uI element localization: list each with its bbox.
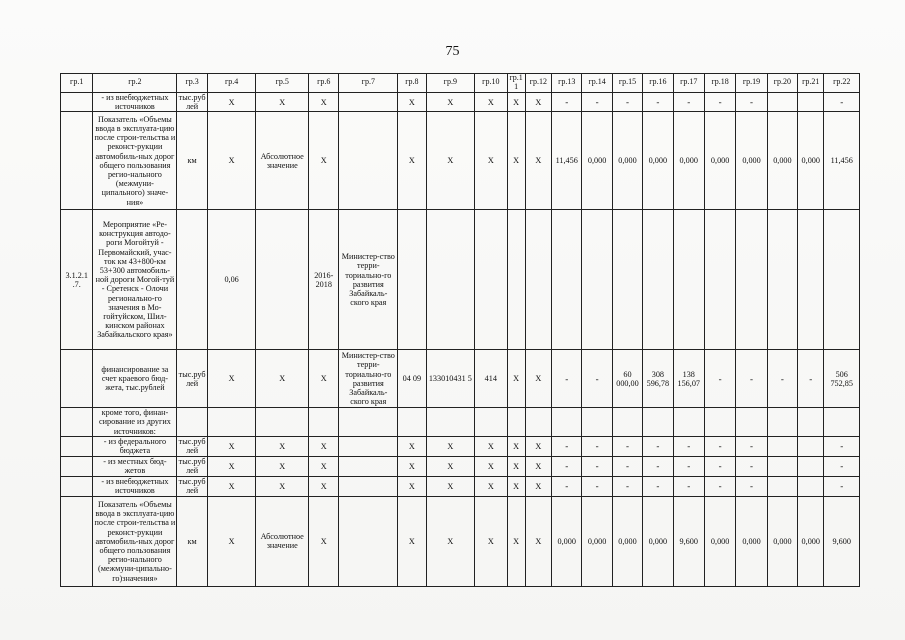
table-cell: [582, 210, 612, 350]
column-header: гр.21: [798, 74, 824, 93]
table-cell: [61, 456, 93, 476]
table-cell: 2016-2018: [309, 210, 339, 350]
table-cell: Х: [398, 476, 426, 496]
table-cell: Х: [256, 350, 309, 408]
table-cell: -: [582, 350, 612, 408]
table-cell: Абсолютное значение: [256, 496, 309, 586]
table-row: [61, 476, 860, 496]
column-header: гр.2: [93, 74, 177, 93]
table-cell: Х: [507, 456, 525, 476]
table-cell: Х: [309, 476, 339, 496]
table-cell: Х: [207, 496, 256, 586]
table-cell: [552, 408, 582, 437]
table-cell: Х: [507, 476, 525, 496]
table-cell: -: [582, 476, 612, 496]
table-cell: [61, 408, 93, 437]
table-cell: Х: [309, 350, 339, 408]
table-cell: [61, 350, 93, 408]
table-cell: -: [552, 436, 582, 456]
table-cell: -: [704, 436, 735, 456]
table-cell: 0,000: [736, 496, 767, 586]
table-cell: [582, 408, 612, 437]
table-container: [60, 73, 860, 587]
table-cell: Х: [475, 92, 507, 111]
table-cell: Х: [207, 456, 256, 476]
table-cell: -: [612, 476, 642, 496]
table-cell: Х: [525, 476, 551, 496]
table-cell: Министер-ство терри-ториально-го развития Забайкаль-ского края: [339, 350, 398, 408]
table-cell: Х: [398, 92, 426, 111]
table-cell: [339, 456, 398, 476]
table-cell: Х: [207, 476, 256, 496]
column-header: гр.7: [339, 74, 398, 93]
table-row: [61, 112, 860, 210]
program-table: [60, 73, 860, 587]
table-cell: [339, 92, 398, 111]
table-cell: [552, 210, 582, 350]
table-cell: Х: [475, 476, 507, 496]
table-cell: -: [704, 92, 735, 111]
table-cell: 0,000: [704, 496, 735, 586]
column-header: гр.4: [207, 74, 256, 93]
table-cell: Х: [525, 456, 551, 476]
table-row: [61, 456, 860, 476]
column-header: гр.13: [552, 74, 582, 93]
table-cell: Х: [507, 112, 525, 210]
column-header: гр.16: [643, 74, 673, 93]
table-cell: -: [736, 350, 767, 408]
table-cell: 11,456: [552, 112, 582, 210]
table-cell: -: [736, 92, 767, 111]
table-cell: 138 156,07: [673, 350, 704, 408]
table-cell: 0,06: [207, 210, 256, 350]
table-cell: км: [177, 496, 207, 586]
row-description-cell: - из внебюджетных источников: [93, 92, 177, 111]
table-cell: 133010431 5: [426, 350, 475, 408]
table-cell: [736, 408, 767, 437]
table-row: [61, 436, 860, 456]
column-header: гр.19: [736, 74, 767, 93]
page-number: 75: [445, 44, 460, 59]
column-header: гр.22: [824, 74, 860, 93]
table-cell: -: [736, 456, 767, 476]
table-cell: -: [552, 476, 582, 496]
table-cell: 0,000: [643, 496, 673, 586]
table-cell: Х: [426, 92, 475, 111]
header-row: [61, 74, 860, 93]
row-description-cell: кроме того, финан-сирование из других источников:: [93, 408, 177, 437]
table-cell: [339, 112, 398, 210]
table-cell: Х: [426, 112, 475, 210]
table-cell: -: [736, 476, 767, 496]
table-cell: [736, 210, 767, 350]
row-description-cell: - из внебюджетных источников: [93, 476, 177, 496]
table-cell: [61, 92, 93, 111]
table-cell: -: [582, 456, 612, 476]
table-cell: Х: [525, 350, 551, 408]
table-cell: -: [824, 92, 860, 111]
table-cell: Х: [207, 350, 256, 408]
table-cell: -: [824, 456, 860, 476]
table-cell: -: [643, 476, 673, 496]
table-cell: 0,000: [582, 496, 612, 586]
table-cell: 0,000: [612, 112, 642, 210]
table-cell: Х: [398, 436, 426, 456]
table-cell: -: [824, 476, 860, 496]
table-cell: 0,000: [767, 112, 797, 210]
column-header: гр.9: [426, 74, 475, 93]
table-cell: [612, 408, 642, 437]
table-cell: [61, 112, 93, 210]
table-cell: Х: [256, 456, 309, 476]
table-body: [61, 92, 860, 586]
column-header: гр.12: [525, 74, 551, 93]
table-cell: [339, 436, 398, 456]
table-cell: -: [612, 92, 642, 111]
table-cell: 0,000: [736, 112, 767, 210]
table-cell: тыс.руб лей: [178, 92, 206, 112]
table-cell: [339, 476, 398, 496]
table-cell: Х: [507, 92, 525, 111]
table-cell: [525, 210, 551, 350]
table-cell: [256, 210, 309, 350]
table-cell: 0,000: [673, 112, 704, 210]
table-cell: 9,600: [824, 496, 860, 586]
table-cell: Министер-ство терри-ториально-го развития Забайкаль-ского края: [339, 210, 398, 350]
table-cell: [309, 408, 339, 437]
table-cell: Х: [426, 456, 475, 476]
table-cell: [798, 408, 824, 437]
table-cell: 9,600: [673, 496, 704, 586]
table-cell: Х: [309, 456, 339, 476]
table-cell: [643, 408, 673, 437]
table-cell: [798, 436, 824, 456]
table-cell: [767, 476, 797, 496]
row-description-cell: - из федерального бюджета: [93, 436, 177, 456]
table-cell: [507, 210, 525, 350]
table-cell: км: [177, 112, 207, 210]
row-description-cell: - из местных бюд-жетов: [93, 456, 177, 476]
table-cell: [475, 408, 507, 437]
table-cell: [767, 408, 797, 437]
table-cell: Х: [256, 436, 309, 456]
table-cell: [673, 210, 704, 350]
column-header: гр.1 1: [507, 74, 525, 93]
table-cell: [426, 408, 475, 437]
table-cell: [256, 408, 309, 437]
table-cell: [398, 210, 426, 350]
table-cell: -: [673, 92, 704, 111]
table-cell: -: [736, 436, 767, 456]
table-cell: -: [767, 350, 797, 408]
table-cell: Х: [207, 112, 256, 210]
table-cell: 414: [475, 350, 507, 408]
column-header: гр.3: [177, 74, 207, 93]
table-cell: Х: [309, 436, 339, 456]
column-header: гр.10: [475, 74, 507, 93]
table-cell: -: [612, 436, 642, 456]
table-cell: -: [643, 92, 673, 111]
table-cell: Х: [525, 496, 551, 586]
row-description-cell: финансирование за счет краевого бюд-жета, тыс.рублей: [93, 350, 177, 408]
table-cell: Х: [507, 350, 525, 408]
table-cell: Х: [309, 496, 339, 586]
table-cell: [798, 476, 824, 496]
table-cell: [824, 408, 860, 437]
table-cell: тыс.руб лей: [177, 350, 207, 408]
table-cell: [824, 210, 860, 350]
table-cell: [798, 456, 824, 476]
table-cell: тыс.руб лей: [178, 457, 206, 476]
table-cell: [507, 408, 525, 437]
table-cell: [207, 408, 256, 437]
table-cell: [426, 210, 475, 350]
table-cell: -: [582, 436, 612, 456]
table-cell: тыс.руб лей: [178, 477, 206, 496]
table-cell: -: [612, 456, 642, 476]
table-cell: [767, 210, 797, 350]
row-description-cell: Показатель «Объемы ввода в эксплуата-цию после строи-тельства и реконст-рукции автомобиль-ных дорог общего пользования регио-нального (межмуни-ципального) значе-ния»: [93, 112, 177, 210]
table-cell: -: [643, 456, 673, 476]
table-row: [61, 92, 860, 111]
table-cell: Х: [309, 112, 339, 210]
table-cell: Х: [475, 436, 507, 456]
table-cell: -: [673, 436, 704, 456]
row-description-cell: Мероприятие «Ре-конструкция автодо-роги Могойтуй - Первомайский, учас-ток км 43+800-км 53+300 автомобиль-ной дороги Могой-туй - Сретенск - Олочи регионально-го значения в Мо-гойтуйском, Шил-кинском районах Забайкальского края»: [93, 210, 177, 350]
table-row: [61, 210, 860, 350]
table-cell: [475, 210, 507, 350]
table-cell: [767, 92, 797, 111]
table-cell: Х: [507, 496, 525, 586]
table-row: [61, 496, 860, 586]
table-cell: -: [552, 350, 582, 408]
table-cell: [339, 408, 398, 437]
table-cell: [704, 408, 735, 437]
table-cell: [61, 436, 93, 456]
table-cell: Х: [525, 92, 551, 111]
column-header: гр.5: [256, 74, 309, 93]
table-cell: 0,000: [767, 496, 797, 586]
table-cell: Х: [309, 92, 339, 111]
table-cell: [704, 210, 735, 350]
table-cell: -: [673, 456, 704, 476]
table-cell: [61, 476, 93, 496]
table-cell: Х: [256, 476, 309, 496]
table-cell: Х: [475, 456, 507, 476]
table-cell: Х: [525, 436, 551, 456]
table-cell: [339, 496, 398, 586]
table-cell: [525, 408, 551, 437]
table-cell: 308 596,78: [643, 350, 673, 408]
table-cell: Х: [398, 496, 426, 586]
table-cell: 0,000: [704, 112, 735, 210]
table-cell: -: [798, 350, 824, 408]
table-cell: 3.1.2.1 .7.: [61, 210, 93, 350]
row-description-cell: Показатель «Объемы ввода в эксплуата-цию после строи-тельства и реконст-рукции автомобиль-ных дорог общего пользования регио-нального (межмуни-ципально-го)значения»: [93, 496, 177, 586]
table-cell: Х: [525, 112, 551, 210]
table-cell: Х: [426, 496, 475, 586]
table-cell: [612, 210, 642, 350]
column-header: гр.6: [309, 74, 339, 93]
table-cell: Х: [426, 436, 475, 456]
table-cell: Х: [475, 496, 507, 586]
table-cell: Х: [207, 92, 256, 111]
table-header: [61, 74, 860, 93]
table-cell: -: [552, 456, 582, 476]
table-cell: -: [704, 456, 735, 476]
table-cell: [177, 408, 207, 437]
table-cell: [177, 210, 207, 350]
column-header: гр.18: [704, 74, 735, 93]
column-header: гр.15: [612, 74, 642, 93]
table-cell: тыс.руб лей: [178, 437, 206, 456]
column-header: гр.8: [398, 74, 426, 93]
table-cell: [767, 436, 797, 456]
table-cell: 11,456: [824, 112, 860, 210]
table-cell: 0,000: [798, 112, 824, 210]
table-cell: -: [673, 476, 704, 496]
table-cell: Х: [398, 112, 426, 210]
table-cell: 0,000: [798, 496, 824, 586]
table-cell: Х: [207, 436, 256, 456]
table-cell: Х: [398, 456, 426, 476]
table-cell: -: [704, 476, 735, 496]
table-cell: [798, 210, 824, 350]
table-cell: Х: [475, 112, 507, 210]
table-cell: Х: [507, 436, 525, 456]
table-cell: -: [824, 436, 860, 456]
table-cell: [798, 92, 824, 111]
table-row: [61, 408, 860, 437]
table-cell: 04 09: [398, 350, 426, 408]
table-cell: -: [552, 92, 582, 111]
table-cell: -: [643, 436, 673, 456]
table-cell: Х: [256, 92, 309, 111]
table-cell: [673, 408, 704, 437]
table-cell: Х: [426, 476, 475, 496]
column-header: гр.20: [767, 74, 797, 93]
table-cell: 506 752,85: [824, 350, 860, 408]
table-cell: 0,000: [612, 496, 642, 586]
table-cell: Абсолютное значение: [256, 112, 309, 210]
table-cell: [767, 456, 797, 476]
table-cell: [398, 408, 426, 437]
table-cell: [61, 496, 93, 586]
table-cell: 0,000: [643, 112, 673, 210]
column-header: гр.14: [582, 74, 612, 93]
table-cell: 0,000: [582, 112, 612, 210]
table-cell: 0,000: [552, 496, 582, 586]
column-header: гр.1: [61, 74, 93, 93]
table-row: [61, 350, 860, 408]
table-cell: 60 000,00: [612, 350, 642, 408]
table-cell: -: [582, 92, 612, 111]
table-cell: [643, 210, 673, 350]
table-cell: -: [704, 350, 735, 408]
column-header: гр.17: [673, 74, 704, 93]
